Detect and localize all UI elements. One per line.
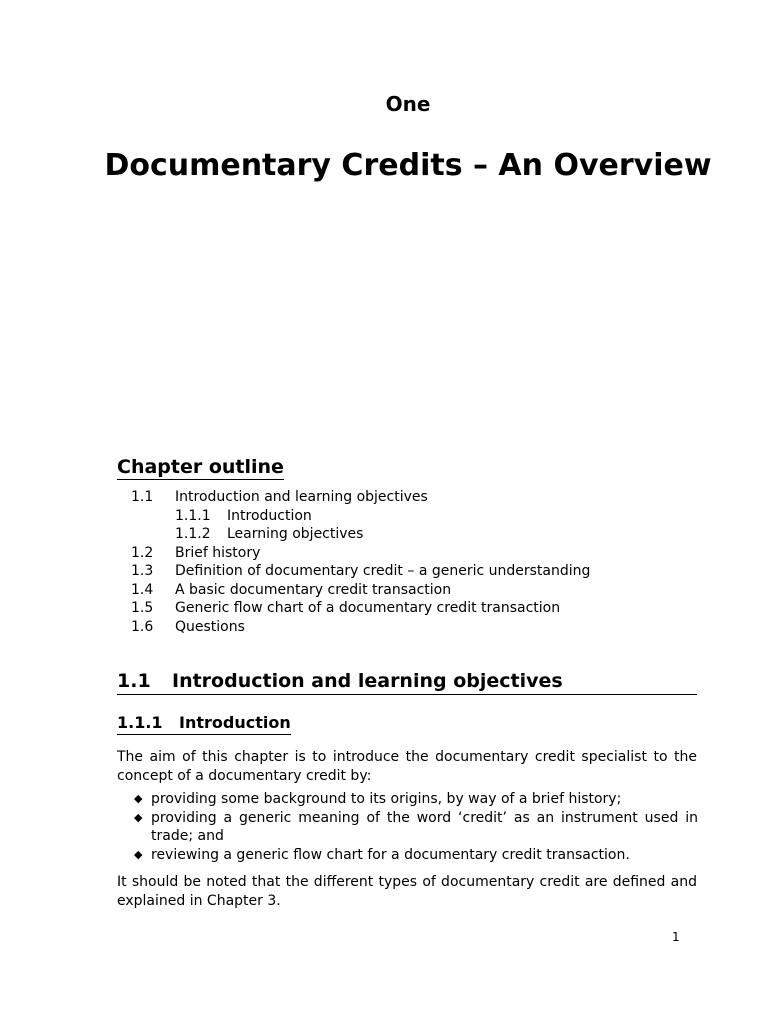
- diamond-bullet-icon: ◆: [134, 810, 143, 824]
- outline-item-text: Brief history: [175, 544, 261, 561]
- section-number: 1.1: [117, 670, 151, 692]
- subsection-title: Introduction: [179, 713, 291, 732]
- subsection-number: 1.1.1: [117, 713, 163, 732]
- list-item-text: reviewing a generic flow chart for a documentary credit transaction.: [151, 846, 630, 863]
- outline-item: [117, 562, 717, 581]
- chapter-title: Documentary Credits – An Overview: [104, 148, 712, 183]
- list-item: [134, 790, 698, 809]
- subsection-heading: [117, 713, 291, 735]
- chapter-number: One: [385, 92, 431, 116]
- outline-item-number: 1.5: [131, 600, 154, 616]
- outline-item-text: A basic documentary credit transaction: [175, 581, 452, 598]
- outline-subitem: [117, 525, 717, 544]
- outline-item-number: 1.4: [131, 581, 154, 598]
- outline-item-text: Introduction and learning objectives: [175, 489, 428, 505]
- outline-item-number: 1.6: [131, 618, 154, 635]
- diamond-bullet-icon: ◆: [134, 792, 143, 805]
- outline-item-number: 1.1: [131, 489, 154, 505]
- outline-item: [117, 599, 717, 618]
- section-heading: [117, 670, 697, 695]
- note-paragraph: It should be noted that the different types of documentary credit are defined and explained in Chapter 3.: [117, 874, 697, 909]
- outline-item-text: Generic flow chart of a documentary credit transaction: [175, 600, 561, 616]
- diamond-bullet-icon: ◆: [134, 847, 143, 861]
- page-number: 1: [672, 930, 680, 944]
- outline-item: [117, 544, 717, 563]
- list-item-text: providing a generic meaning of the word ‘credit’ as an instrument used in trade; and: [151, 809, 698, 844]
- outline-item: [117, 581, 717, 600]
- outline-item-text: Questions: [175, 618, 245, 635]
- outline-item-text: Definition of documentary credit – a generic understanding: [175, 563, 591, 579]
- outline-item: [117, 618, 717, 637]
- outline-item-number: 1.1.1: [175, 507, 211, 524]
- intro-paragraph: The aim of this chapter is to introduce the documentary credit specialist to the concept of a documentary credit by:: [117, 749, 697, 784]
- outline-item-number: 1.2: [131, 544, 154, 561]
- outline-item-number: 1.3: [131, 563, 154, 579]
- outline-item-text: Introduction: [227, 507, 312, 524]
- bullet-list: [134, 790, 698, 864]
- section-title: Introduction and learning objectives: [172, 670, 563, 692]
- outline-subitem: [117, 507, 717, 526]
- outline-heading: Chapter outline: [117, 456, 284, 478]
- list-item: [134, 809, 698, 846]
- outline-item-text: Learning objectives: [227, 526, 364, 542]
- list-item-text: providing some background to its origins, by way of a brief history;: [151, 791, 622, 807]
- chapter-outline-list: [117, 488, 717, 636]
- list-item: [134, 846, 698, 865]
- outline-item-number: 1.1.2: [175, 526, 211, 542]
- outline-item: [117, 488, 717, 507]
